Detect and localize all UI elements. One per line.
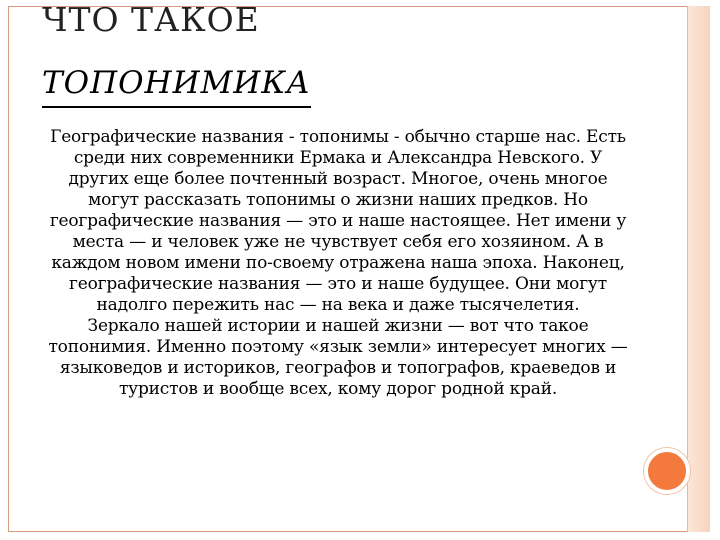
title-line-2: ТОПОНИМИКА [42,61,311,108]
body-paragraph-2: Зеркало нашей истории и нашей жизни — вот что такое топонимия. Именно поэтому «язык земли» интересует многих — языковедов и историков, географов и топографов, краеведов и туристов и вообще всех, кому дорог родной край. [48,316,628,399]
title-line-1: ЧТО ТАКОЕ [42,0,260,39]
slide-body [48,127,628,400]
decorative-circle-icon [644,448,690,494]
decorative-side-band [687,6,710,532]
body-paragraph-1: Географические названия - топонимы - обычно старше нас. Есть среди них современники Ермака и Александра Невского. У других еще более почтенный возраст. Многое, очень многое могут рассказать топонимы о жизни наших предков. Но географические названия — это и наше настоящее. Нет имени у места — и человек уже не чувствует себя его хозяином. А в каждом новом имени по-своему отражена наша эпоха. Наконец, географические названия — это и наше будущее. Они могут надолго пережить нас — на века и даже тысячелетия. [49,127,627,315]
slide-title [42,0,311,108]
